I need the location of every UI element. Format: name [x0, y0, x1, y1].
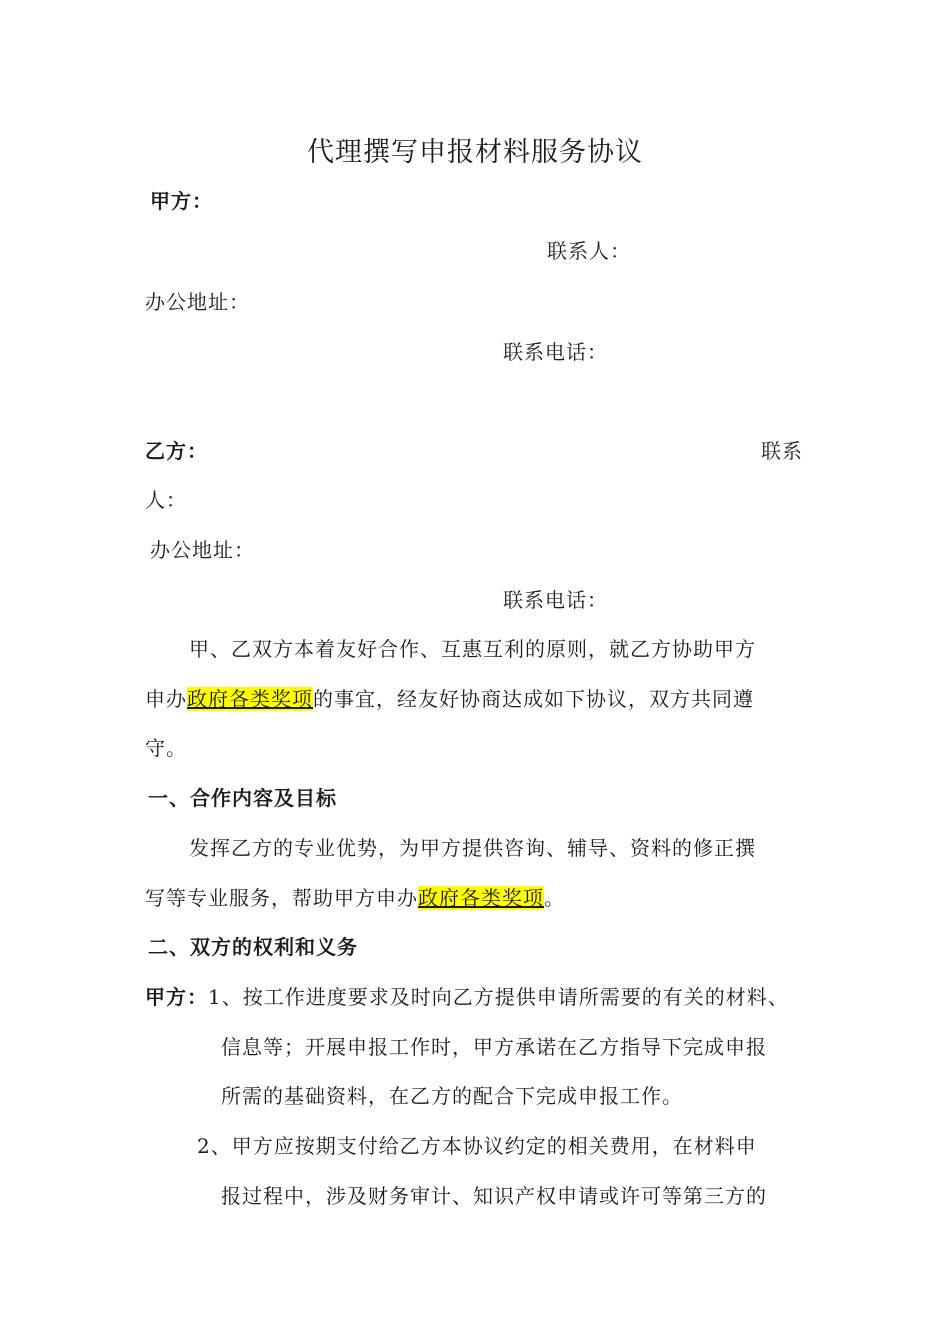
- party-a-address-label: 办公地址：: [145, 290, 250, 314]
- highlighted-term: 政府各类奖项: [418, 886, 544, 910]
- section-2-item-2-line-2: 报过程中，涉及财务审计、知识产权申请或许可等第三方的: [221, 1184, 767, 1208]
- document-title: 代理撰写申报材料服务协议: [307, 137, 643, 168]
- section-1-heading: 一、合作内容及目标: [148, 786, 337, 810]
- party-b-address-label: 办公地址：: [150, 538, 255, 562]
- section-1-line-1: 发挥乙方的专业优势，为甲方提供咨询、辅导、资料的修正撰: [189, 836, 756, 860]
- party-a-obligations-label: 甲方：: [145, 985, 208, 1009]
- section-2-item-1-line-3: 所需的基础资料，在乙方的配合下完成申报工作。: [221, 1084, 683, 1108]
- party-b-label: 乙方：: [145, 439, 208, 463]
- party-b-contact-label-part1: 联系: [761, 439, 803, 463]
- intro-line-3: 守。: [145, 736, 187, 760]
- party-b-contact-label-part2: 人：: [145, 488, 187, 512]
- highlighted-term: 政府各类奖项: [187, 687, 313, 711]
- party-a-label: 甲方：: [150, 189, 213, 213]
- section-2-heading: 二、双方的权利和义务: [148, 935, 358, 959]
- party-a-phone-label: 联系电话：: [503, 340, 608, 364]
- section-2-item-1-line-2: 信息等；开展申报工作时，甲方承诺在乙方指导下完成申报: [221, 1035, 767, 1059]
- section-2-item-1-line-1: 甲方：1、按工作进度要求及时向乙方提供申请所需要的有关的材料、: [145, 985, 789, 1009]
- party-a-contact-label: 联系人：: [547, 239, 631, 263]
- section-2-item-2-line-1: 2、甲方应按期支付给乙方本协议约定的相关费用，在材料申: [197, 1134, 757, 1158]
- section-1-line-2: 写等专业服务，帮助甲方申办政府各类奖项。: [145, 886, 565, 910]
- party-b-phone-label: 联系电话：: [503, 588, 608, 612]
- intro-line-2: 申办政府各类奖项的事宜，经友好协商达成如下协议，双方共同遵: [145, 687, 754, 711]
- intro-line-1: 甲、乙双方本着友好合作、互惠互利的原则，就乙方协助甲方: [189, 637, 756, 661]
